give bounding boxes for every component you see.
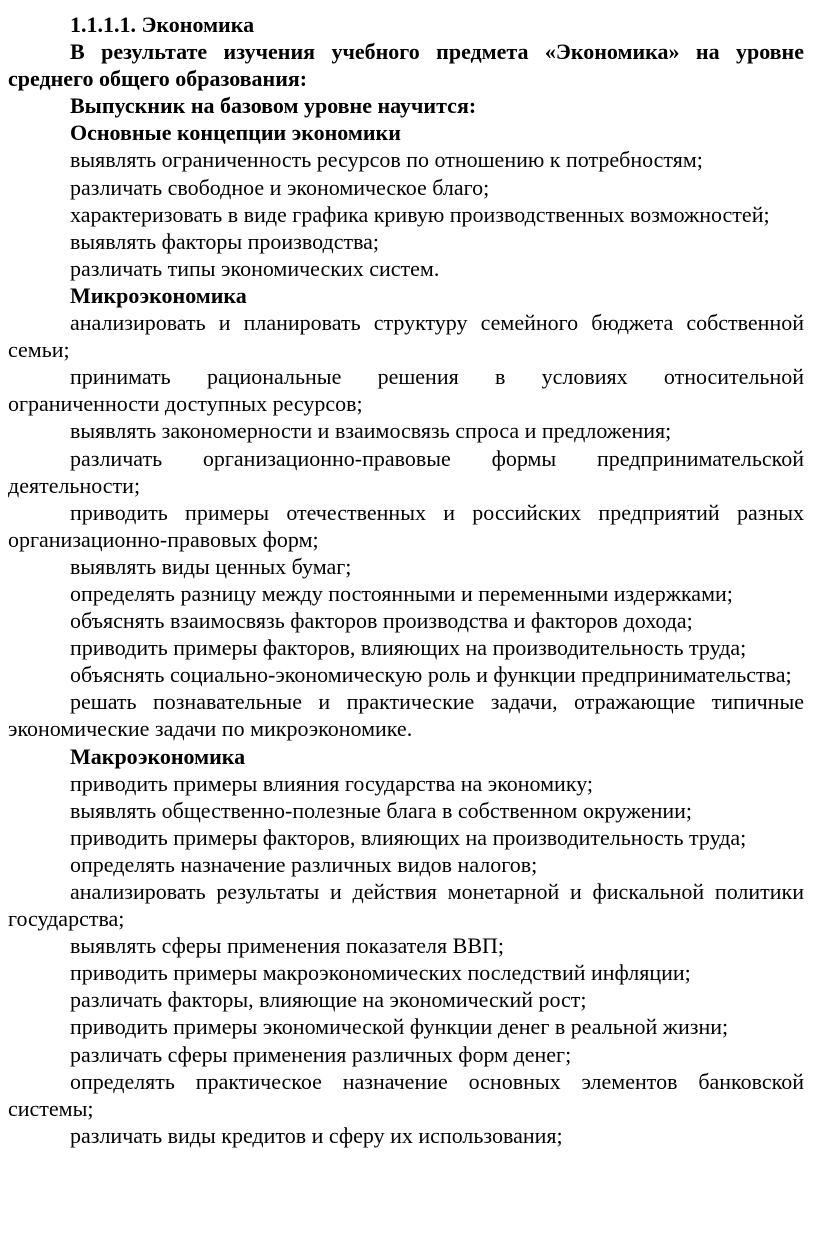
list-item: приводить примеры влияния государства на экономику; [70,770,594,796]
list-item: выявлять виды ценных бумаг; [70,553,352,579]
list-item: объяснять взаимосвязь факторов производства и факторов дохода; [70,608,693,634]
list-item: определять назначение различных видов налогов; [70,851,538,877]
list-item: различать типы экономических систем. [70,255,440,281]
list-item: решать познавательные и практические задачи, отражающие типичные экономические задачи по микроэкономике. [8,689,804,742]
list-item: различать сферы применения различных форм денег; [70,1041,572,1067]
list-item: анализировать результаты и действия монетарной и фискальной политики государства; [8,879,804,932]
section-heading: 1.1.1.1. Экономика [70,12,255,37]
list-item: приводить примеры факторов, влияющих на производительность труда; [70,824,747,850]
list-item: определять практическое назначение основных элементов банковской системы; [8,1068,804,1121]
list-item: принимать рациональные решения в условиях относительной ограниченности доступных ресурсов; [8,364,804,417]
list-item: характеризовать в виде графика кривую производственных возможностей; [70,201,770,227]
list-item: приводить примеры факторов, влияющих на производительность труда; [70,635,747,661]
list-item: приводить примеры макроэкономических последствий инфляции; [70,960,691,986]
list-item: выявлять факторы производства; [70,228,380,254]
list-item: различать факторы, влияющие на экономический рост; [70,987,587,1013]
list-item: определять разницу между постоянными и переменными издержками; [70,580,733,606]
document-page [8,11,804,1149]
list-item: выявлять сферы применения показателя ВВП; [70,933,505,959]
list-item: различать виды кредитов и сферу их использования; [70,1122,563,1148]
list-item: различать свободное и экономическое благо; [70,174,490,200]
list-item: выявлять ограниченность ресурсов по отношению к потребностям; [70,147,703,173]
subsection-heading-macroeconomics: Макроэкономика [70,743,246,769]
intro-paragraph: В результате изучения учебного предмета «Экономика» на уровне среднего общего образования: [8,39,804,92]
list-item: выявлять общественно-полезные блага в собственном окружении; [70,797,693,823]
list-item: выявлять закономерности и взаимосвязь спроса и предложения; [70,418,672,444]
list-item: различать организационно-правовые формы предпринимательской деятельности; [8,445,804,498]
list-item: анализировать и планировать структуру семейного бюджета собственной семьи; [8,310,804,363]
list-item: приводить примеры экономической функции денег в реальной жизни; [70,1014,729,1040]
list-item: приводить примеры отечественных и российских предприятий разных организационно-правовых форм; [8,499,804,552]
subsection-heading-basic-concepts: Основные концепции экономики [70,120,401,146]
list-item: объяснять социально-экономическую роль и функции предпринимательства; [70,662,792,688]
subsection-heading-microeconomics: Микроэкономика [70,282,247,308]
learning-outcomes-heading: Выпускник на базовом уровне научится: [70,93,477,119]
